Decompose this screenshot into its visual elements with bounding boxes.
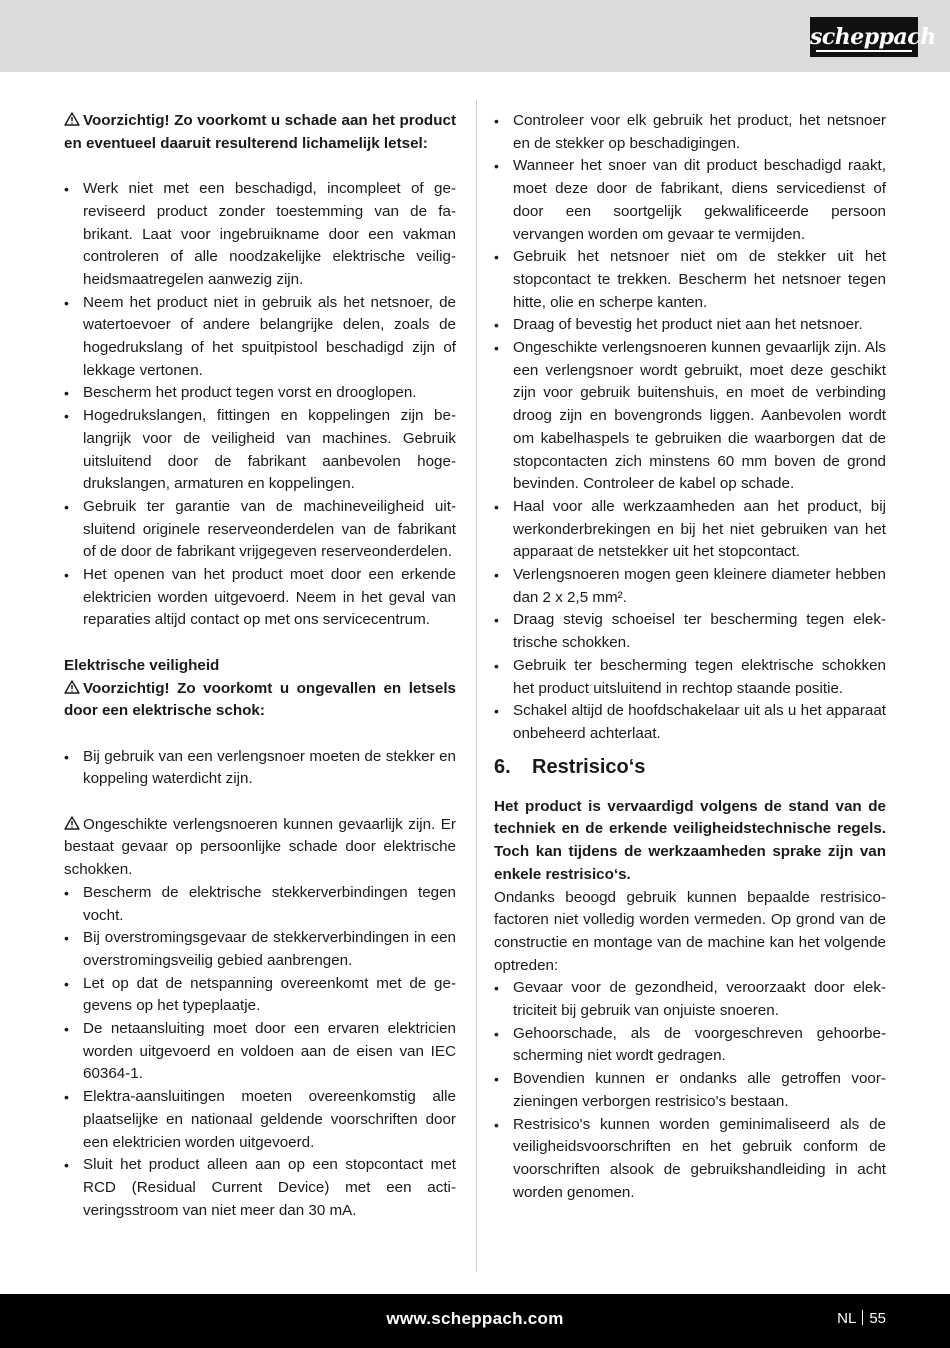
list-item: • Bescherm het product tegen vorst en drooglopen. bbox=[64, 382, 456, 405]
list-item: • Gehoorschade, als de voorgeschreven gehoorbescherming niet wordt gedragen. bbox=[494, 1023, 886, 1068]
list-item: • Gebruik ter garantie van de machineveiligheid uitsluitend originele reserveonderdelen van de fabrikant of de door de fabrikant vrijgegeven reserveonderdelen. bbox=[64, 496, 456, 564]
page-separator bbox=[862, 1310, 863, 1325]
right-column bbox=[494, 110, 886, 1204]
list-item: • Het openen van het product moet door een erkende elektricien worden uitgevoerd. Neem in het geval van reparaties altijd contact op met ons servicecentrum. bbox=[64, 564, 456, 632]
warning-triangle-icon bbox=[64, 112, 80, 126]
warning-extension-text: Ongeschikte verlengsnoeren kunnen gevaarlijk zijn. Er bestaat gevaar op persoonlijke schade door elektrische schokken. bbox=[64, 815, 456, 879]
list-item: • Let op dat de netspanning overeenkomt met de gegevens op het typeplaatje. bbox=[64, 973, 456, 1018]
list-item: • Werk niet met een beschadigd, incompleet of gereviseerd product zonder toestemming van de fabrikant. Laat voor ingebruikname door een vakman controleren of alle noodzakelijke elektrische veiligheidsmaatregelen aanwezig zijn. bbox=[64, 178, 456, 292]
list-item: • Controleer voor elk gebruik het product, het netsnoer en de stekker op beschadigingen. bbox=[494, 110, 886, 155]
warning-shock-text: Voorzichtig! Zo voorkomt u ongevallen en letsels door een elektrische schok: bbox=[64, 679, 456, 720]
page-header bbox=[0, 0, 950, 72]
cord-list bbox=[494, 110, 886, 746]
list-item: • Neem het product niet in gebruik als het netsnoer, de watertoevoer of andere belangrijke delen, zoals de hogedrukslang of het spuitpistool beschadigd zijn of lekkage vertonen. bbox=[64, 292, 456, 383]
warning-damage-text: Voorzichtig! Zo voorkomt u schade aan het product en eventueel daaruit resulterend lichamelijk letsel: bbox=[64, 112, 456, 152]
brand-logo: scheppach bbox=[810, 17, 918, 57]
column-divider bbox=[476, 100, 477, 1272]
list-item: • Draag of bevestig het product niet aan het netsnoer. bbox=[494, 314, 886, 337]
page-footer bbox=[0, 1294, 950, 1348]
list-item: • Schakel altijd de hoofdschakelaar uit als u het apparaat onbeheerd achterlaat. bbox=[494, 700, 886, 745]
page-number bbox=[837, 1310, 886, 1327]
website-link[interactable]: www.scheppach.com bbox=[386, 1309, 564, 1328]
list-item: • Gevaar voor de gezondheid, veroorzaakt door elektriciteit bij gebruik van onjuiste snoeren. bbox=[494, 977, 886, 1022]
residual-risk-intro-bold: Het product is vervaardigd volgens de stand van de techniek en de erkende veiligheidstechnische regels. Toch kan tijdens de werkzaamheden sprake zijn van enkele restrisico‘s. bbox=[494, 797, 886, 883]
language-code: NL bbox=[837, 1310, 857, 1327]
list-item: • Bescherm de elektrische stekkerverbindingen tegen vocht. bbox=[64, 882, 456, 927]
list-item: • Sluit het product alleen aan op een stopcontact met RCD (Residual Current Device) met een activeringsstroom van niet meer dan 30 mA. bbox=[64, 1154, 456, 1222]
residual-risk-intro: Ondanks beoogd gebruik kunnen bepaalde restrisicofactoren niet volledig worden vermeden. Op grond van de constructie en montage van de machine kan het volgende optreden: bbox=[494, 888, 886, 974]
list-item: • Elektra-aansluitingen moeten overeenkomstig alle plaatselijke en nationaal geldende voorschriften door een elektricien worden uitgevoerd. bbox=[64, 1086, 456, 1154]
warning-damage bbox=[64, 110, 456, 155]
warning-extension-cords bbox=[64, 814, 456, 882]
section-heading bbox=[494, 752, 886, 782]
list-item: • Bij overstromingsgevaar de stekkerverbindingen in een overstromingsveilig gebied aanbrengen. bbox=[64, 927, 456, 972]
electrical-list bbox=[64, 882, 456, 1223]
list-item: • Verlengsnoeren mogen geen kleinere diameter hebben dan 2 x 2,5 mm². bbox=[494, 564, 886, 609]
list-item: • Gebruik ter bescherming tegen elektrische schokken het product uitsluitend in rechtop staande positie. bbox=[494, 655, 886, 700]
list-item: • Wanneer het snoer van dit product beschadigd raakt, moet deze door de fabrikant, diens servicedienst of door een soortgelijk gekwalificeerde persoon vervangen worden om gevaar te vermijden. bbox=[494, 155, 886, 246]
warning-triangle-icon bbox=[64, 680, 80, 694]
list-item: • Ongeschikte verlengsnoeren kunnen gevaarlijk zijn. Als een verlengsnoer wordt gebruikt, moet deze geschikt zijn voor gebruik buitenshuis, en moet de verbinding droog zijn en bovengronds liggen. Aanbevolen wordt om kabelhaspels te gebruiken die waarborgen dat de stopcontacten zich minstens 60 mm boven de grond bevinden. Controleer de kabel op schade. bbox=[494, 337, 886, 496]
section-number: 6. bbox=[494, 755, 511, 778]
page-number-value: 55 bbox=[869, 1310, 886, 1327]
list-item: • Restrisico's kunnen worden geminimaliseerd als de veiligheidsvoorschriften en het gebruik conform de voorschriften alsook de gebruikshandleiding in acht worden genomen. bbox=[494, 1114, 886, 1205]
list-item: • Bovendien kunnen er ondanks alle getroffen voorzieningen verborgen restrisico's bestaan. bbox=[494, 1068, 886, 1113]
residual-risk-list bbox=[494, 977, 886, 1204]
list-item: • De netaansluiting moet door een ervaren elektricien worden uitgevoerd en voldoen aan de eisen van IEC 60364-1. bbox=[64, 1018, 456, 1086]
section-title: Restrisico‘s bbox=[532, 755, 646, 778]
left-column bbox=[64, 110, 456, 1222]
list-item: • Draag stevig schoeisel ter bescherming tegen elektrische schokken. bbox=[494, 609, 886, 654]
warning-shock bbox=[64, 678, 456, 723]
list-item: • Bij gebruik van een verlengsnoer moeten de stekker en koppeling waterdicht zijn. bbox=[64, 746, 456, 791]
warning-triangle-icon bbox=[64, 816, 80, 830]
damage-list bbox=[64, 178, 456, 632]
electrical-safety-heading: Elektrische veiligheid bbox=[64, 656, 220, 674]
list-item: • Haal voor alle werkzaamheden aan het product, bij werkonderbrekingen en bij het niet gebruiken van het apparaat de netstekker uit het stopcontact. bbox=[494, 496, 886, 564]
shock-list bbox=[64, 746, 456, 791]
list-item: • Gebruik het netsnoer niet om de stekker uit het stopcontact te trekken. Bescherm het netsnoer tegen hitte, olie en scherpe kanten. bbox=[494, 246, 886, 314]
list-item: • Hogedrukslangen, fittingen en koppelingen zijn belangrijk voor de veiligheid van machines. Gebruik uitsluitend door de fabrikant aanbevolen hogedrukslangen, armaturen en koppelingen. bbox=[64, 405, 456, 496]
